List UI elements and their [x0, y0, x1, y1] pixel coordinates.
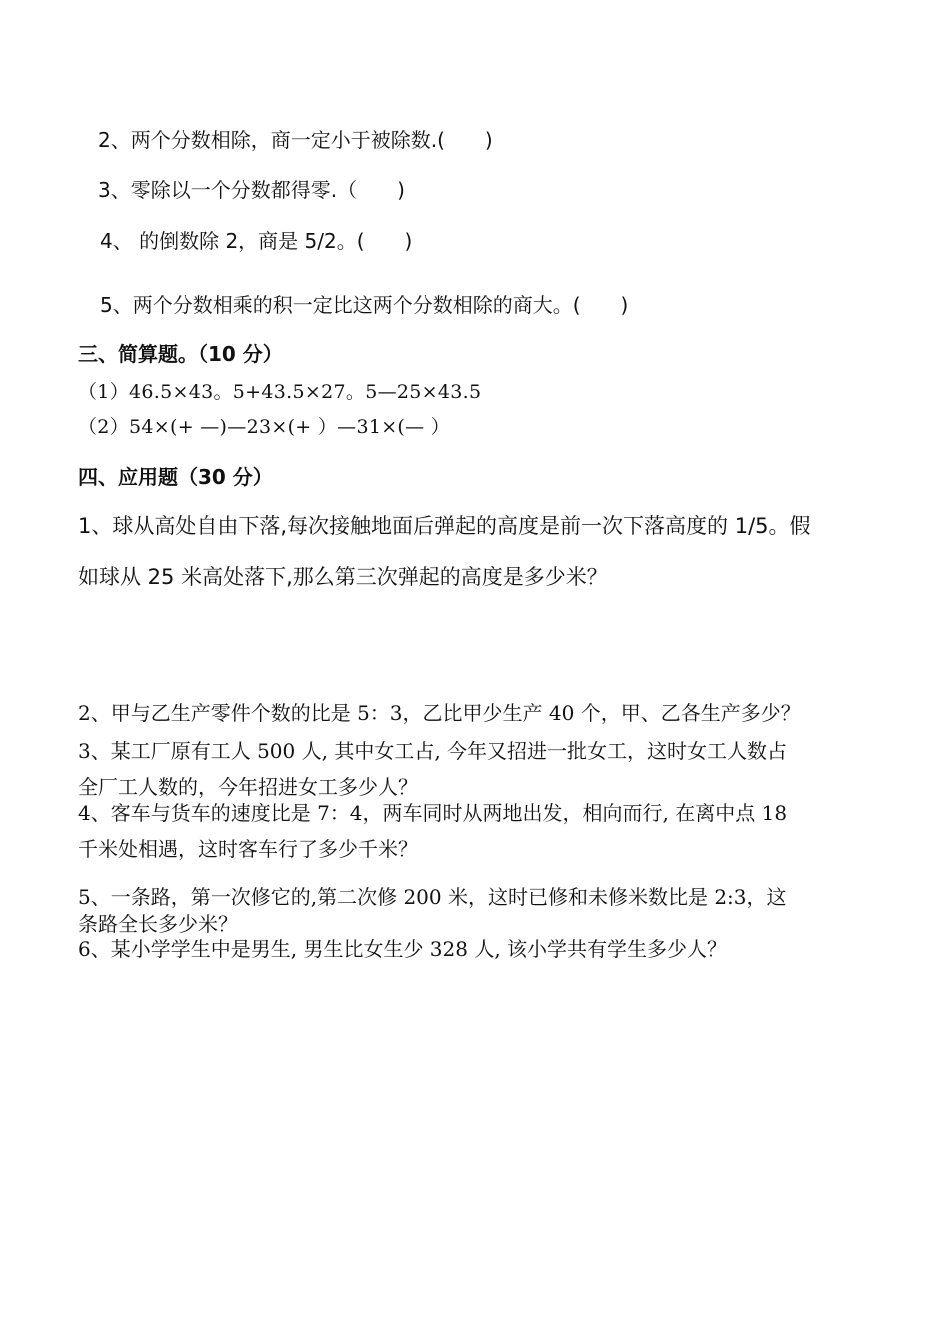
- calculation-problem-2: （2）54×(+ —)—23×(+ ）—31×(— ）: [78, 416, 451, 438]
- section-4-heading: 四、应用题（30 分）: [78, 465, 273, 489]
- calculation-problem-1: （1）46.5×43。5+43.5×27。5—25×43.5: [78, 381, 482, 403]
- application-question-3-line-1: 3、某工厂原有工人 500 人, 其中女工占, 今年又招进一批女工，这时女工人数占: [78, 739, 788, 763]
- application-question-6: 6、某小学学生中是男生, 男生比女生少 328 人, 该小学共有学生多少人？: [78, 937, 728, 961]
- judgement-question-2: 2、两个分数相除，商一定小于被除数.( ): [98, 128, 493, 152]
- judgement-question-3: 3、零除以一个分数都得零.（ ): [98, 178, 405, 202]
- application-question-4-line-1: 4、客车与货车的速度比是 7：4，两车同时从两地出发，相向而行, 在离中点 18: [78, 801, 788, 825]
- application-question-5-line-1: 5、一条路，第一次修它的,第二次修 200 米，这时已修和未修米数比是 2:3，这: [78, 885, 787, 909]
- application-question-1-line-2: 如球从 25 米高处落下,那么第三次弹起的高度是多少米？: [78, 565, 608, 589]
- application-question-4-line-2: 千米处相遇，这时客车行了多少千米？: [78, 837, 418, 861]
- application-question-2: 2、甲与乙生产零件个数的比是 5：3，乙比甲少生产 40 个，甲、乙各生产多少？: [78, 701, 801, 725]
- application-question-5-line-2: 条路全长多少米？: [78, 912, 238, 936]
- application-question-3-line-2: 全厂工人数的，今年招进女工多少人？: [78, 775, 418, 799]
- section-3-heading: 三、简算题。（10 分）: [78, 342, 283, 366]
- judgement-question-4: 4、 的倒数除 2，商是 5/2。( ): [100, 229, 413, 253]
- judgement-question-5: 5、两个分数相乘的积一定比这两个分数相除的商大。( ): [100, 293, 629, 317]
- application-question-1-line-1: 1、球从高处自由下落,每次接触地面后弹起的高度是前一次下落高度的 1/5。假: [78, 514, 811, 538]
